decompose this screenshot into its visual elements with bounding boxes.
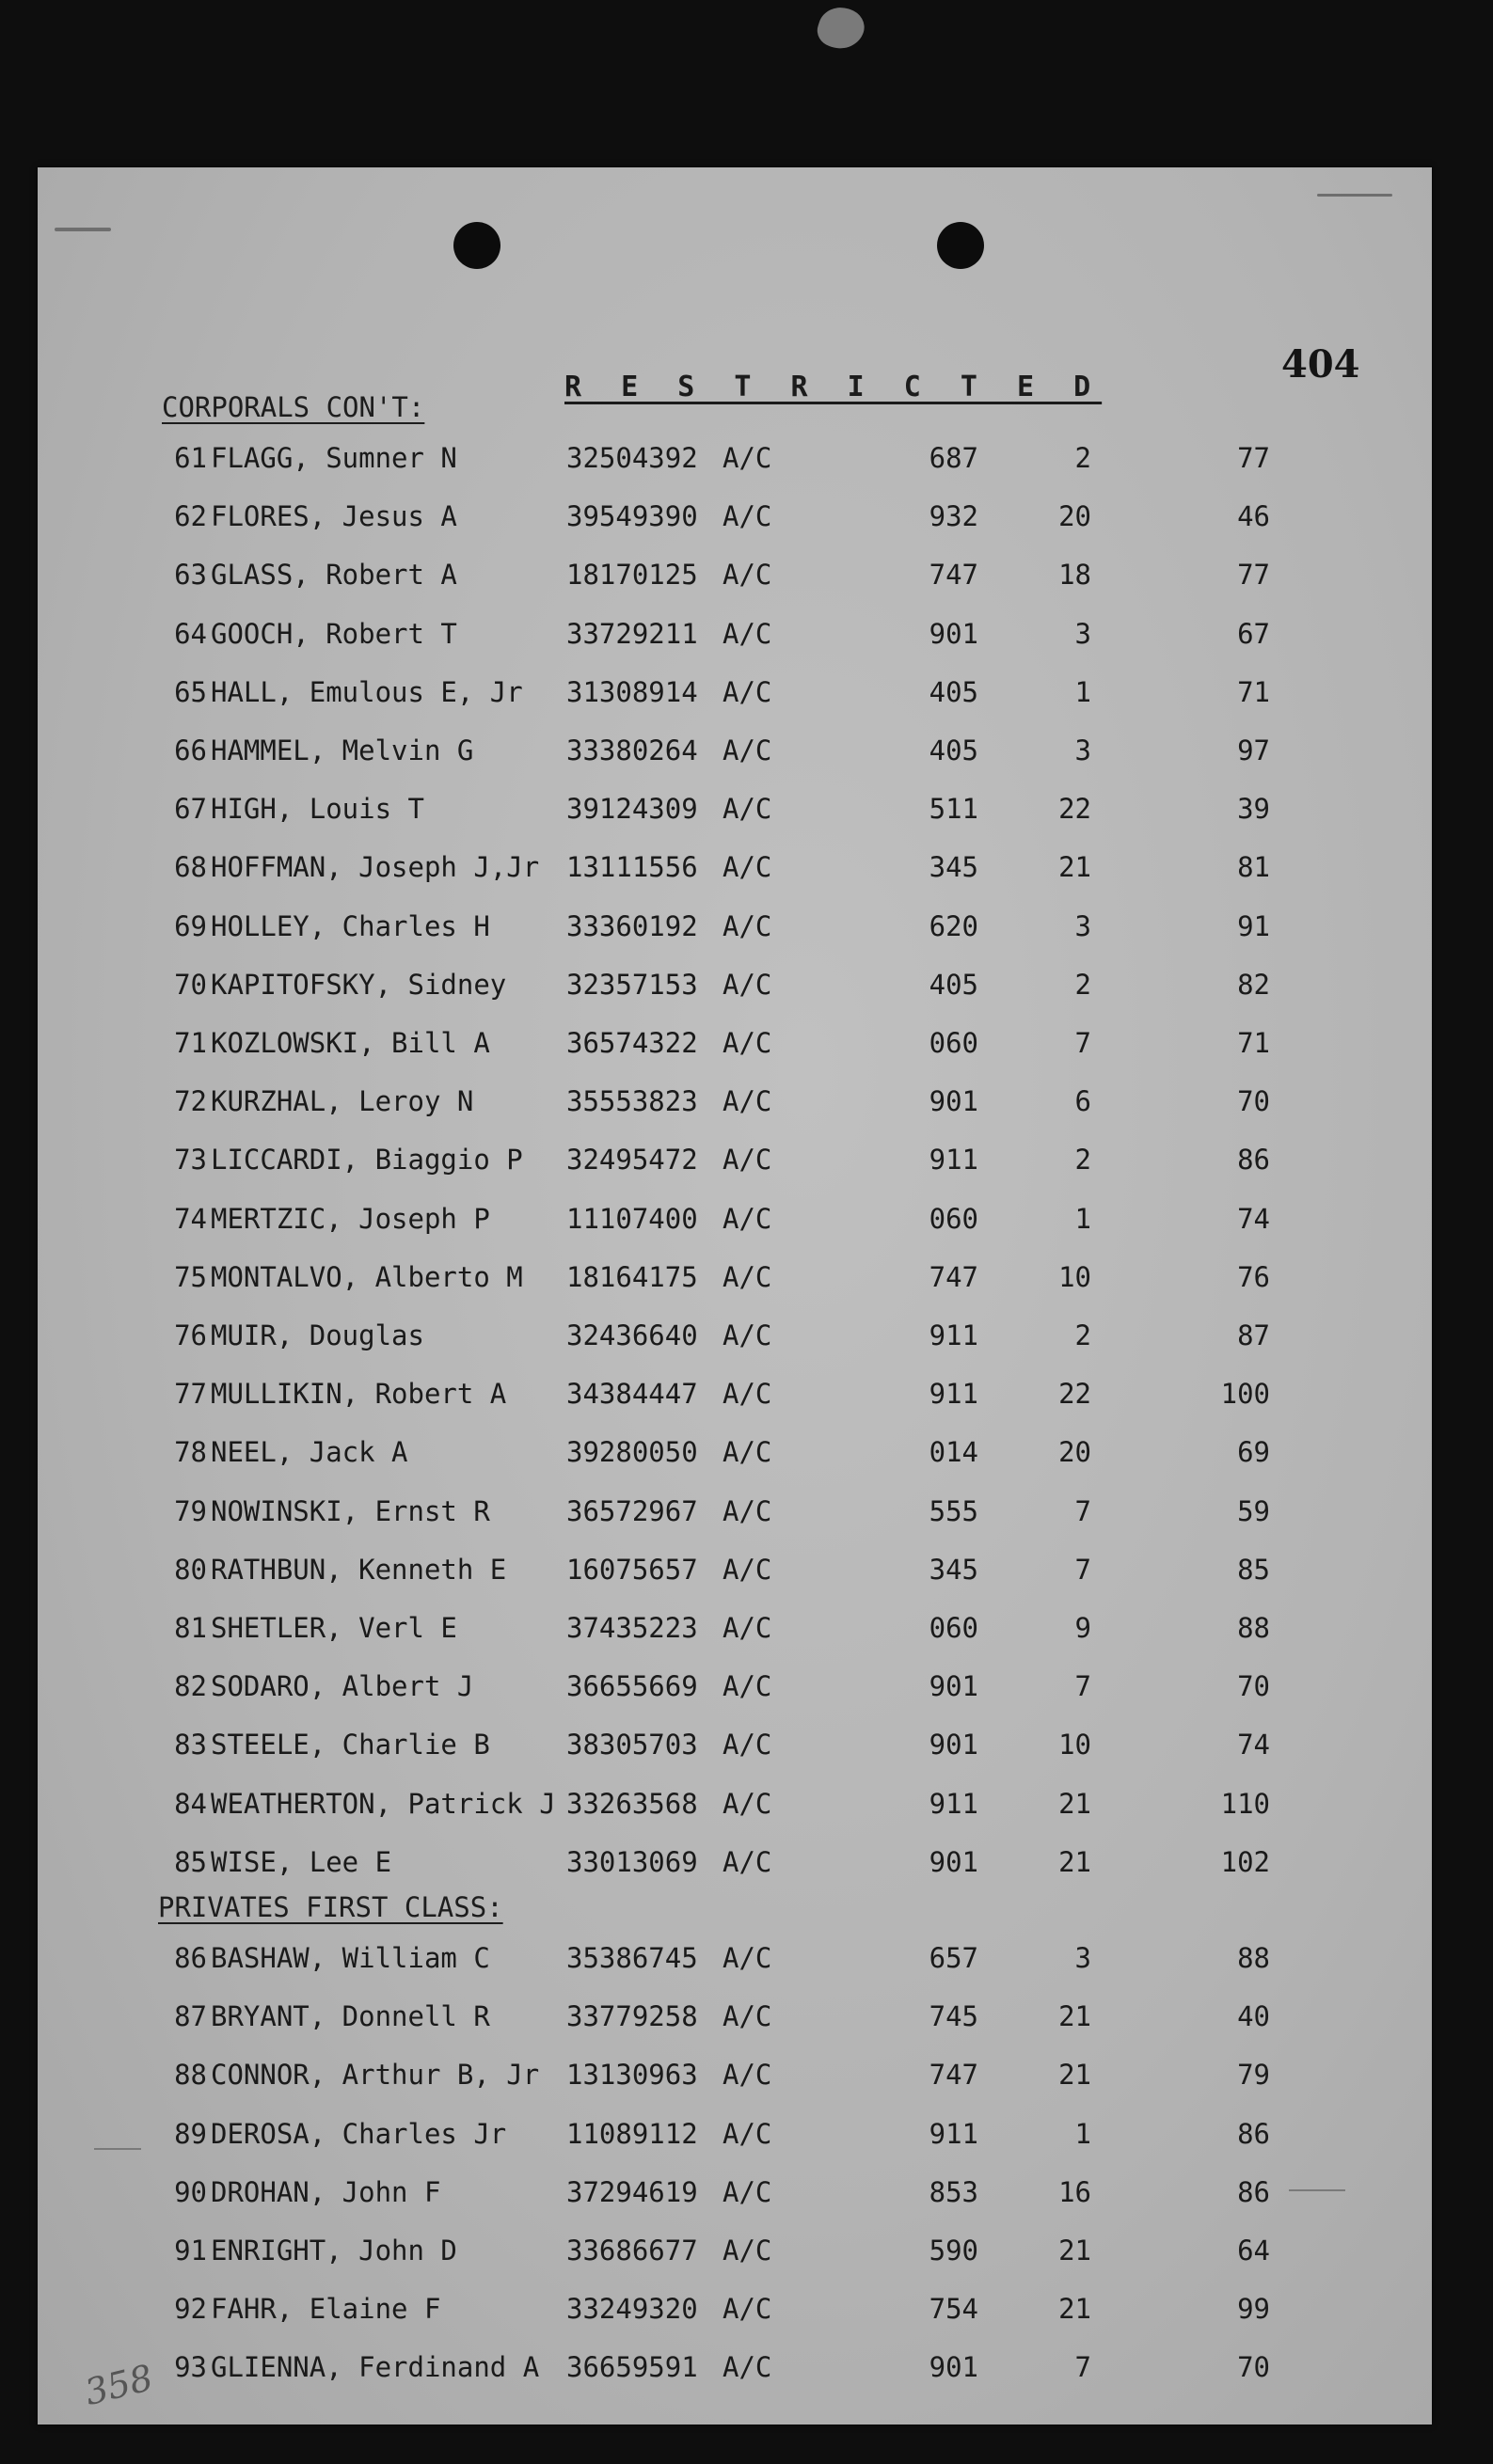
score-value: 102 <box>1220 1845 1270 1878</box>
score-value: 99 <box>1237 2293 1270 2326</box>
score-value: 70 <box>1237 1085 1270 1118</box>
soldier-name: ENRIGHT, John D <box>211 2235 457 2267</box>
count-value: 21 <box>1058 851 1091 884</box>
branch-code: A/C <box>723 2117 772 2150</box>
soldier-name: KAPITOFSKY, Sidney <box>211 968 507 1001</box>
branch-code: A/C <box>723 1085 772 1118</box>
roster-row <box>38 910 1432 948</box>
soldier-name: RATHBUN, Kenneth E <box>211 1553 507 1586</box>
score-value: 88 <box>1237 1612 1270 1644</box>
score-value: 110 <box>1220 1787 1270 1820</box>
margin-line <box>94 2148 141 2150</box>
roster-row <box>38 2118 1432 2156</box>
branch-code: A/C <box>723 1494 772 1527</box>
soldier-name: NEEL, Jack A <box>211 1436 408 1469</box>
serial-number: 11107400 <box>566 1202 698 1235</box>
serial-number: 38305703 <box>566 1729 698 1761</box>
roster-row <box>38 1378 1432 1415</box>
score-value: 46 <box>1237 500 1270 533</box>
roster-row <box>38 2351 1432 2389</box>
row-number: 76 <box>174 1319 207 1351</box>
row-number: 67 <box>174 793 207 826</box>
score-value: 67 <box>1237 617 1270 650</box>
soldier-name: HAMMEL, Melvin G <box>211 734 474 766</box>
soldier-name: GLIENNA, Ferdinand A <box>211 2351 540 2384</box>
branch-code: A/C <box>723 2175 772 2208</box>
serial-number: 36659591 <box>566 2351 698 2384</box>
branch-code: A/C <box>723 442 772 474</box>
score-value: 97 <box>1237 734 1270 766</box>
count-value: 3 <box>1074 909 1091 942</box>
roster-row <box>38 1261 1432 1299</box>
count-value: 3 <box>1074 617 1091 650</box>
serial-number: 33729211 <box>566 617 698 650</box>
serial-number: 18170125 <box>566 559 698 592</box>
roster-row <box>38 1846 1432 1884</box>
roster-row <box>38 1203 1432 1240</box>
serial-number: 13111556 <box>566 851 698 884</box>
branch-code: A/C <box>723 1319 772 1351</box>
mos-code: 901 <box>929 2351 978 2384</box>
count-value: 3 <box>1074 734 1091 766</box>
soldier-name: BASHAW, William C <box>211 1942 490 1974</box>
serial-number: 34384447 <box>566 1378 698 1411</box>
soldier-name: FAHR, Elaine F <box>211 2293 441 2326</box>
branch-code: A/C <box>723 734 772 766</box>
roster-row <box>38 734 1432 772</box>
roster-row <box>38 559 1432 596</box>
branch-code: A/C <box>723 1378 772 1411</box>
mos-code: 405 <box>929 968 978 1001</box>
serial-number: 36655669 <box>566 1670 698 1703</box>
roster-row <box>38 1670 1432 1708</box>
soldier-name: HALL, Emulous E, Jr <box>211 675 523 708</box>
serial-number: 35386745 <box>566 1942 698 1974</box>
score-value: 82 <box>1237 968 1270 1001</box>
row-number: 91 <box>174 2235 207 2267</box>
row-number: 69 <box>174 909 207 942</box>
roster-row <box>38 442 1432 480</box>
count-value: 22 <box>1058 793 1091 826</box>
mos-code: 853 <box>929 2175 978 2208</box>
mos-code: 405 <box>929 734 978 766</box>
branch-code: A/C <box>723 1027 772 1059</box>
serial-number: 11089112 <box>566 2117 698 2150</box>
branch-code: A/C <box>723 500 772 533</box>
roster-row <box>38 851 1432 889</box>
row-number: 75 <box>174 1260 207 1293</box>
mos-code: 901 <box>929 617 978 650</box>
count-value: 9 <box>1074 1612 1091 1644</box>
mos-code: 911 <box>929 1378 978 1411</box>
row-number: 78 <box>174 1436 207 1469</box>
punch-hole-left <box>453 222 500 269</box>
row-number: 89 <box>174 2117 207 2150</box>
serial-number: 39280050 <box>566 1436 698 1469</box>
serial-number: 33263568 <box>566 1787 698 1820</box>
mos-code: 511 <box>929 793 978 826</box>
row-number: 73 <box>174 1144 207 1177</box>
serial-number: 35553823 <box>566 1085 698 1118</box>
mos-code: 911 <box>929 1787 978 1820</box>
row-number: 68 <box>174 851 207 884</box>
soldier-name: SHETLER, Verl E <box>211 1612 457 1644</box>
serial-number: 18164175 <box>566 1260 698 1293</box>
mos-code: 687 <box>929 442 978 474</box>
row-number: 81 <box>174 1612 207 1644</box>
roster-row <box>38 2059 1432 2096</box>
branch-code: A/C <box>723 1144 772 1177</box>
count-value: 3 <box>1074 1942 1091 1974</box>
score-value: 74 <box>1237 1729 1270 1761</box>
score-value: 59 <box>1237 1494 1270 1527</box>
score-value: 69 <box>1237 1436 1270 1469</box>
soldier-name: STEELE, Charlie B <box>211 1729 490 1761</box>
branch-code: A/C <box>723 793 772 826</box>
branch-code: A/C <box>723 1787 772 1820</box>
count-value: 7 <box>1074 1553 1091 1586</box>
row-number: 92 <box>174 2293 207 2326</box>
roster-row <box>38 1554 1432 1591</box>
score-value: 71 <box>1237 1027 1270 1059</box>
row-number: 88 <box>174 2059 207 2092</box>
branch-code: A/C <box>723 851 772 884</box>
score-value: 87 <box>1237 1319 1270 1351</box>
soldier-name: GOOCH, Robert T <box>211 617 457 650</box>
section-heading: PRIVATES FIRST CLASS: <box>158 1891 503 1923</box>
mos-code: 747 <box>929 1260 978 1293</box>
score-value: 74 <box>1237 1202 1270 1235</box>
roster-row <box>38 1085 1432 1123</box>
roster-row <box>38 2235 1432 2272</box>
score-value: 77 <box>1237 559 1270 592</box>
score-value: 86 <box>1237 1144 1270 1177</box>
branch-code: A/C <box>723 675 772 708</box>
margin-line <box>1289 2189 1345 2191</box>
score-value: 76 <box>1237 1260 1270 1293</box>
score-value: 70 <box>1237 2351 1270 2384</box>
soldier-name: FLAGG, Sumner N <box>211 442 457 474</box>
serial-number: 33779258 <box>566 2000 698 2033</box>
count-value: 18 <box>1058 559 1091 592</box>
score-value: 100 <box>1220 1378 1270 1411</box>
roster-row <box>38 2000 1432 2038</box>
count-value: 21 <box>1058 2059 1091 2092</box>
row-number: 62 <box>174 500 207 533</box>
handwritten-margin-note: 358 <box>80 2356 157 2414</box>
mos-code: 911 <box>929 1319 978 1351</box>
mos-code: 014 <box>929 1436 978 1469</box>
row-number: 65 <box>174 675 207 708</box>
branch-code: A/C <box>723 1260 772 1293</box>
count-value: 2 <box>1074 1144 1091 1177</box>
top-smudge <box>813 2 868 55</box>
serial-number: 31308914 <box>566 675 698 708</box>
soldier-name: KURZHAL, Leroy N <box>211 1085 474 1118</box>
soldier-name: HOFFMAN, Joseph J,Jr <box>211 851 540 884</box>
score-value: 77 <box>1237 442 1270 474</box>
score-value: 79 <box>1237 2059 1270 2092</box>
serial-number: 39124309 <box>566 793 698 826</box>
mos-code: 901 <box>929 1845 978 1878</box>
roster-page <box>38 167 1432 2425</box>
soldier-name: HOLLEY, Charles H <box>211 909 490 942</box>
soldier-name: BRYANT, Donnell R <box>211 2000 490 2033</box>
roster-row <box>38 1436 1432 1474</box>
row-number: 71 <box>174 1027 207 1059</box>
roster-row <box>38 1319 1432 1357</box>
score-value: 71 <box>1237 675 1270 708</box>
mos-code: 555 <box>929 1494 978 1527</box>
row-number: 93 <box>174 2351 207 2384</box>
soldier-name: GLASS, Robert A <box>211 559 457 592</box>
serial-number: 13130963 <box>566 2059 698 2092</box>
branch-code: A/C <box>723 559 772 592</box>
roster-row <box>38 676 1432 714</box>
row-number: 64 <box>174 617 207 650</box>
serial-number: 16075657 <box>566 1553 698 1586</box>
mos-code: 345 <box>929 1553 978 1586</box>
row-number: 66 <box>174 734 207 766</box>
serial-number: 37435223 <box>566 1612 698 1644</box>
count-value: 10 <box>1058 1729 1091 1761</box>
mos-code: 901 <box>929 1729 978 1761</box>
soldier-name: MULLIKIN, Robert A <box>211 1378 507 1411</box>
score-value: 91 <box>1237 909 1270 942</box>
branch-code: A/C <box>723 1942 772 1974</box>
roster-row <box>38 1612 1432 1650</box>
row-number: 85 <box>174 1845 207 1878</box>
count-value: 20 <box>1058 1436 1091 1469</box>
classification-heading: R E S T R I C T E D <box>564 371 1103 403</box>
soldier-name: WEATHERTON, Patrick J <box>211 1787 556 1820</box>
row-number: 79 <box>174 1494 207 1527</box>
branch-code: A/C <box>723 2235 772 2267</box>
serial-number: 33249320 <box>566 2293 698 2326</box>
soldier-name: DEROSA, Charles Jr <box>211 2117 507 2150</box>
mos-code: 747 <box>929 2059 978 2092</box>
soldier-name: DROHAN, John F <box>211 2175 441 2208</box>
roster-row <box>38 1942 1432 1980</box>
mos-code: 620 <box>929 909 978 942</box>
serial-number: 36572967 <box>566 1494 698 1527</box>
page-scuff <box>1317 194 1392 197</box>
branch-code: A/C <box>723 1553 772 1586</box>
branch-code: A/C <box>723 968 772 1001</box>
row-number: 70 <box>174 968 207 1001</box>
serial-number: 33686677 <box>566 2235 698 2267</box>
count-value: 21 <box>1058 2293 1091 2326</box>
branch-code: A/C <box>723 1729 772 1761</box>
row-number: 74 <box>174 1202 207 1235</box>
branch-code: A/C <box>723 2059 772 2092</box>
mos-code: 060 <box>929 1202 978 1235</box>
mos-code: 405 <box>929 675 978 708</box>
mos-code: 747 <box>929 559 978 592</box>
soldier-name: CONNOR, Arthur B, Jr <box>211 2059 540 2092</box>
roster-row <box>38 1729 1432 1766</box>
mos-code: 911 <box>929 1144 978 1177</box>
soldier-name: WISE, Lee E <box>211 1845 392 1878</box>
soldier-name: HIGH, Louis T <box>211 793 424 826</box>
count-value: 2 <box>1074 442 1091 474</box>
soldier-name: KOZLOWSKI, Bill A <box>211 1027 490 1059</box>
mos-code: 754 <box>929 2293 978 2326</box>
count-value: 1 <box>1074 675 1091 708</box>
serial-number: 37294619 <box>566 2175 698 2208</box>
count-value: 7 <box>1074 1027 1091 1059</box>
count-value: 16 <box>1058 2175 1091 2208</box>
roster-row <box>38 1788 1432 1825</box>
mos-code: 932 <box>929 500 978 533</box>
mos-code: 657 <box>929 1942 978 1974</box>
serial-number: 33013069 <box>566 1845 698 1878</box>
soldier-name: MONTALVO, Alberto M <box>211 1260 523 1293</box>
mos-code: 911 <box>929 2117 978 2150</box>
roster-row <box>38 2293 1432 2330</box>
branch-code: A/C <box>723 909 772 942</box>
branch-code: A/C <box>723 2293 772 2326</box>
score-value: 88 <box>1237 1942 1270 1974</box>
score-value: 81 <box>1237 851 1270 884</box>
serial-number: 32495472 <box>566 1144 698 1177</box>
serial-number: 33380264 <box>566 734 698 766</box>
score-value: 39 <box>1237 793 1270 826</box>
mos-code: 345 <box>929 851 978 884</box>
count-value: 20 <box>1058 500 1091 533</box>
branch-code: A/C <box>723 1612 772 1644</box>
serial-number: 36574322 <box>566 1027 698 1059</box>
score-value: 40 <box>1237 2000 1270 2033</box>
serial-number: 39549390 <box>566 500 698 533</box>
serial-number: 32436640 <box>566 1319 698 1351</box>
row-number: 61 <box>174 442 207 474</box>
roster-row <box>38 500 1432 538</box>
page-scuff <box>55 228 111 231</box>
row-number: 87 <box>174 2000 207 2033</box>
row-number: 86 <box>174 1942 207 1974</box>
count-value: 2 <box>1074 1319 1091 1351</box>
row-number: 80 <box>174 1553 207 1586</box>
score-value: 70 <box>1237 1670 1270 1703</box>
serial-number: 32504392 <box>566 442 698 474</box>
score-value: 64 <box>1237 2235 1270 2267</box>
mos-code: 901 <box>929 1670 978 1703</box>
count-value: 2 <box>1074 968 1091 1001</box>
row-number: 77 <box>174 1378 207 1411</box>
roster-row <box>38 969 1432 1006</box>
roster-row <box>38 793 1432 830</box>
count-value: 22 <box>1058 1378 1091 1411</box>
count-value: 1 <box>1074 1202 1091 1235</box>
count-value: 6 <box>1074 1085 1091 1118</box>
branch-code: A/C <box>723 617 772 650</box>
branch-code: A/C <box>723 2000 772 2033</box>
roster-row <box>38 1027 1432 1065</box>
row-number: 82 <box>174 1670 207 1703</box>
soldier-name: LICCARDI, Biaggio P <box>211 1144 523 1177</box>
row-number: 90 <box>174 2175 207 2208</box>
score-value: 86 <box>1237 2117 1270 2150</box>
score-value: 86 <box>1237 2175 1270 2208</box>
row-number: 63 <box>174 559 207 592</box>
roster-row <box>38 1495 1432 1533</box>
mos-code: 060 <box>929 1612 978 1644</box>
section-heading: CORPORALS CON'T: <box>162 391 425 423</box>
count-value: 21 <box>1058 1845 1091 1878</box>
score-value: 85 <box>1237 1553 1270 1586</box>
row-number: 72 <box>174 1085 207 1118</box>
branch-code: A/C <box>723 1436 772 1469</box>
branch-code: A/C <box>723 2351 772 2384</box>
soldier-name: SODARO, Albert J <box>211 1670 474 1703</box>
count-value: 21 <box>1058 2235 1091 2267</box>
page-number: 404 <box>1281 342 1360 387</box>
count-value: 7 <box>1074 1670 1091 1703</box>
count-value: 1 <box>1074 2117 1091 2150</box>
punch-hole-right <box>937 222 984 269</box>
branch-code: A/C <box>723 1845 772 1878</box>
branch-code: A/C <box>723 1202 772 1235</box>
serial-number: 32357153 <box>566 968 698 1001</box>
serial-number: 33360192 <box>566 909 698 942</box>
soldier-name: MUIR, Douglas <box>211 1319 424 1351</box>
roster-row <box>38 618 1432 655</box>
count-value: 21 <box>1058 2000 1091 2033</box>
soldier-name: NOWINSKI, Ernst R <box>211 1494 490 1527</box>
soldier-name: MERTZIC, Joseph P <box>211 1202 490 1235</box>
count-value: 21 <box>1058 1787 1091 1820</box>
row-number: 83 <box>174 1729 207 1761</box>
count-value: 7 <box>1074 2351 1091 2384</box>
mos-code: 060 <box>929 1027 978 1059</box>
mos-code: 590 <box>929 2235 978 2267</box>
count-value: 7 <box>1074 1494 1091 1527</box>
count-value: 10 <box>1058 1260 1091 1293</box>
mos-code: 901 <box>929 1085 978 1118</box>
row-number: 84 <box>174 1787 207 1820</box>
roster-row <box>38 2176 1432 2214</box>
mos-code: 745 <box>929 2000 978 2033</box>
branch-code: A/C <box>723 1670 772 1703</box>
roster-row <box>38 1144 1432 1181</box>
soldier-name: FLORES, Jesus A <box>211 500 457 533</box>
